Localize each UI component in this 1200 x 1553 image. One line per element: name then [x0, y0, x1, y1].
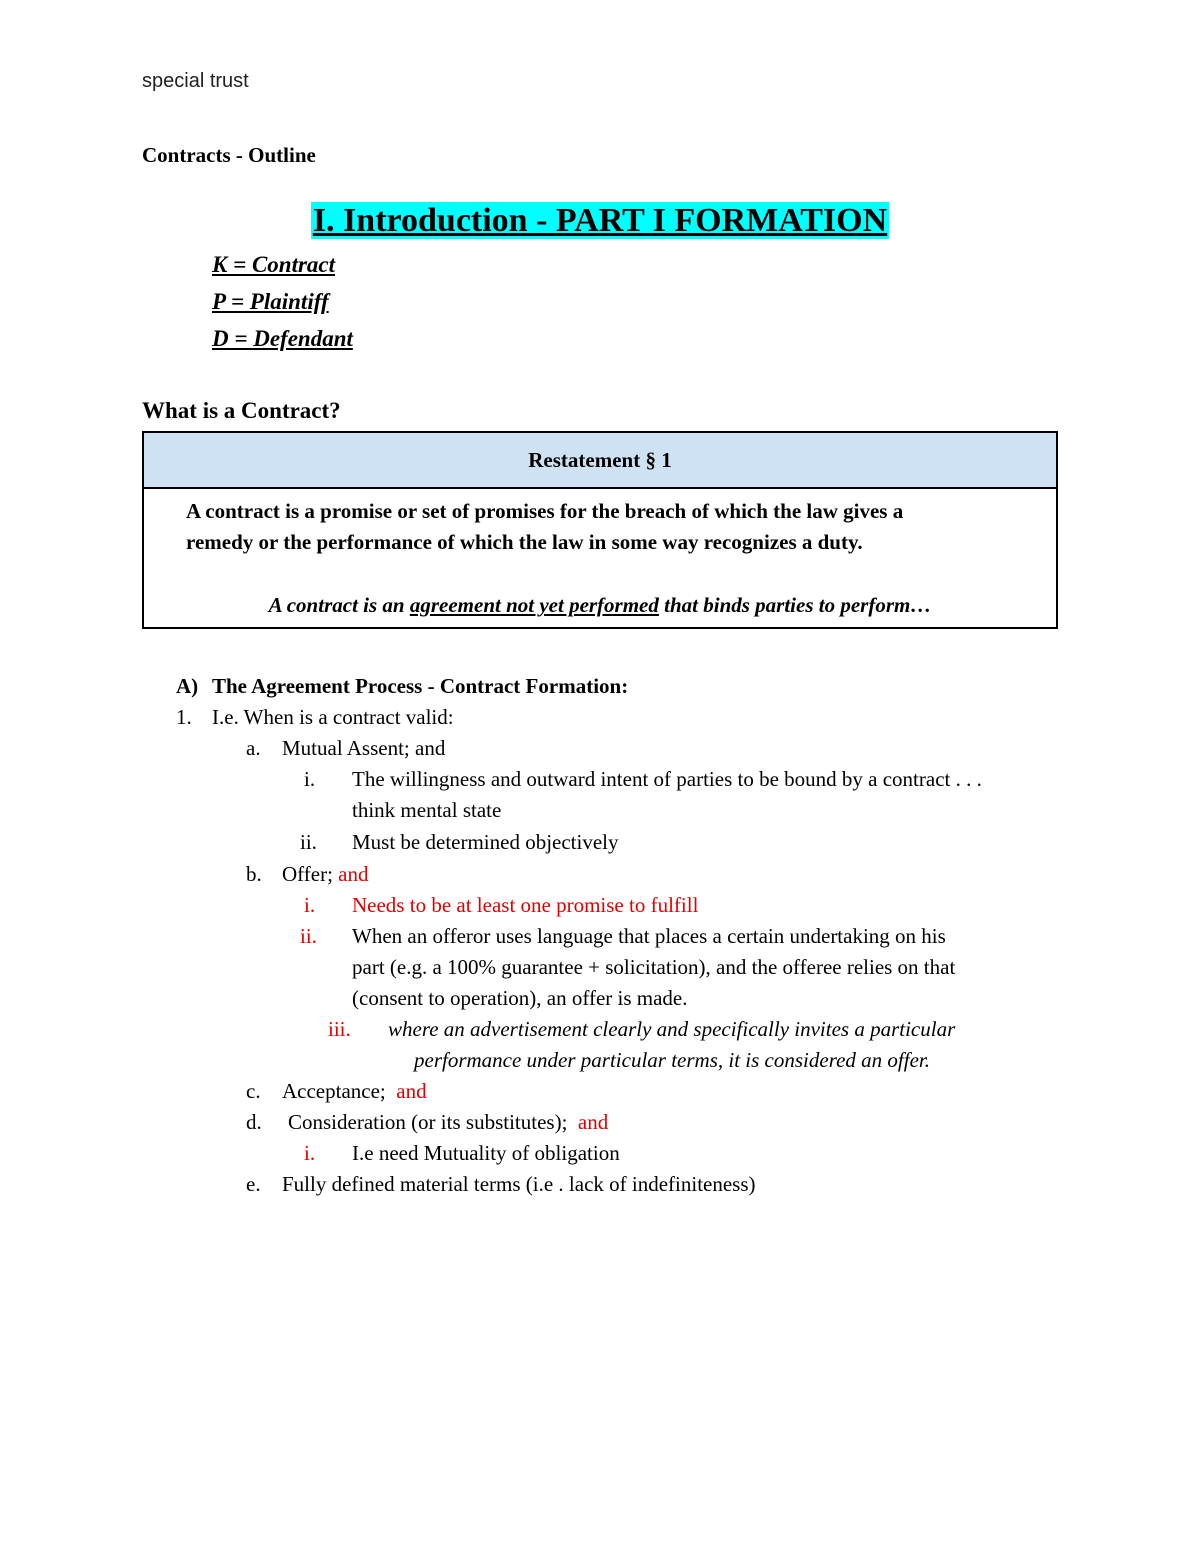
- list-marker: i.: [304, 893, 316, 917]
- list-item-continuation: part (e.g. a 100% guarantee + solicitation), and the offeree relies on that: [352, 955, 956, 979]
- list-item-text: Offer;: [282, 862, 339, 886]
- abbreviation-contract: K = Contract: [212, 252, 336, 277]
- page-header-text: special trust: [142, 70, 249, 92]
- list-item: Needs to be at least one promise to fulfill: [352, 893, 699, 917]
- list-item-text: Consideration (or its substitutes);: [288, 1110, 578, 1134]
- list-marker: a.: [246, 736, 261, 760]
- list-marker: iii.: [328, 1017, 351, 1041]
- definition-line-2: remedy or the performance of which the law in some way recognizes a duty.: [186, 530, 863, 554]
- conjunction-and: and: [577, 1110, 609, 1134]
- list-marker: ii.: [300, 924, 317, 948]
- abbreviation-plaintiff: P = Plaintiff: [212, 289, 329, 314]
- list-marker: 1.: [176, 705, 192, 729]
- list-item: where an advertisement clearly and specifically invites a particular: [388, 1017, 956, 1041]
- list-item: [282, 1079, 427, 1104]
- list-item: Fully defined material terms (i.e . lack of indefiniteness): [282, 1172, 756, 1196]
- section-heading-text: I. Introduction - PART I FORMATION: [312, 202, 888, 239]
- list-item: [288, 1110, 608, 1135]
- list-marker: ii.: [300, 830, 317, 854]
- list-marker: c.: [246, 1079, 261, 1103]
- subsection-title: The Agreement Process - Contract Formation:: [212, 674, 629, 698]
- definition-italic-pre: A contract is an: [268, 593, 410, 617]
- list-item-continuation: think mental state: [352, 798, 502, 822]
- list-item: [282, 862, 369, 887]
- definition-italic-underlined: agreement not yet performed: [409, 593, 659, 617]
- document-title: Contracts - Outline: [142, 143, 316, 167]
- list-marker: i.: [304, 767, 316, 791]
- restatement-box: [142, 431, 1058, 629]
- list-marker: b.: [246, 862, 262, 886]
- definition-italic: [144, 593, 1056, 618]
- list-item-continuation: (consent to operation), an offer is made.: [352, 986, 688, 1010]
- list-marker: i.: [304, 1141, 316, 1165]
- restatement-body: [144, 489, 1056, 629]
- definition-line-1: A contract is a promise or set of promises for the breach of which the law gives a: [186, 499, 904, 523]
- list-item: Must be determined objectively: [352, 830, 619, 854]
- restatement-header: Restatement § 1: [144, 433, 1056, 489]
- list-item: The willingness and outward intent of parties to be bound by a contract . . .: [352, 767, 982, 791]
- question-heading: What is a Contract?: [142, 398, 341, 423]
- conjunction-and: and: [396, 1079, 427, 1103]
- abbreviation-defendant: D = Defendant: [212, 326, 353, 351]
- list-item: I.e need Mutuality of obligation: [352, 1141, 620, 1165]
- list-marker: e.: [246, 1172, 261, 1196]
- list-marker: d.: [246, 1110, 262, 1134]
- definition-italic-post: that binds parties to perform…: [658, 593, 932, 617]
- conjunction-and: and: [338, 862, 369, 886]
- list-item: Mutual Assent; and: [282, 736, 446, 760]
- list-item: I.e. When is a contract valid:: [212, 705, 454, 729]
- list-item: When an offeror uses language that places a certain undertaking on his: [352, 924, 946, 948]
- list-item-continuation: performance under particular terms, it is considered an offer.: [414, 1048, 931, 1072]
- list-item-text: Acceptance;: [282, 1079, 397, 1103]
- subsection-marker: A): [176, 674, 199, 698]
- section-heading: [0, 202, 1200, 240]
